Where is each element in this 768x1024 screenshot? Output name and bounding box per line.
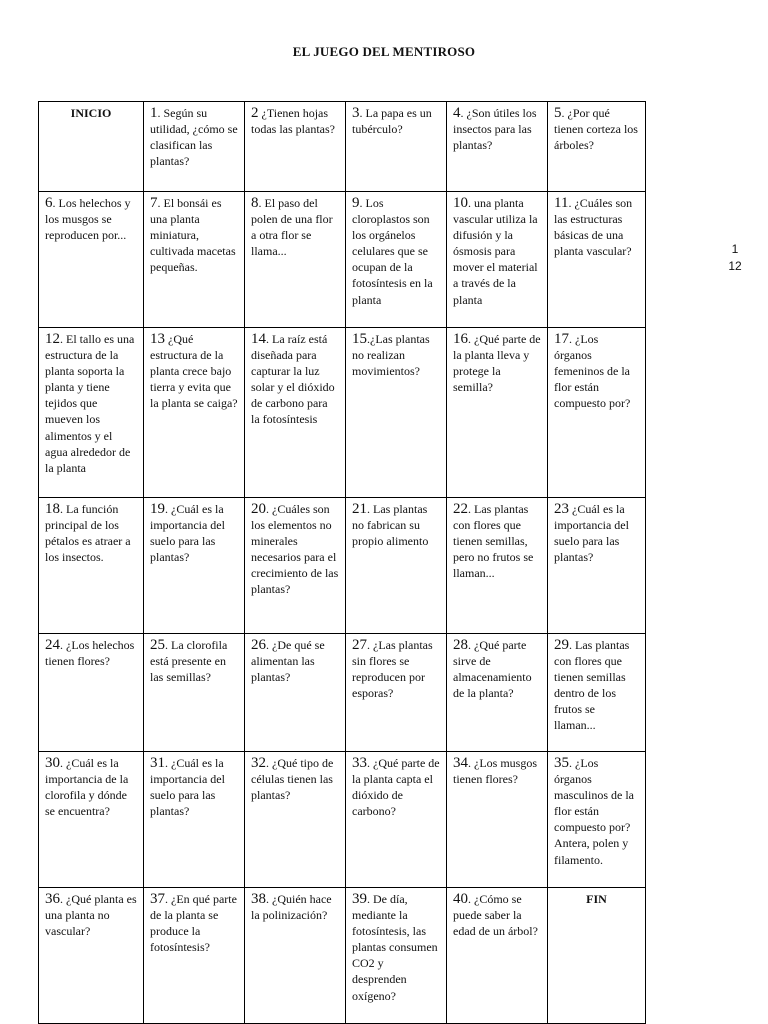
board-cell	[447, 328, 548, 498]
cell-number: 28	[453, 637, 468, 653]
board-row	[39, 498, 646, 634]
cell-number: 21	[352, 501, 367, 517]
board-cell	[447, 752, 548, 888]
cell-number: 26	[251, 637, 266, 653]
board-cell	[39, 498, 144, 634]
board-cell	[245, 888, 346, 1024]
cell-number: 14	[251, 331, 266, 347]
cell-number: 39	[352, 891, 367, 907]
cell-text: .¿Las plantas no realizan movimientos?	[352, 332, 430, 379]
cell-text: . ¿Cuáles son los elementos no minerales necesarios para el crecimiento de las plantas?	[251, 502, 339, 597]
board-cell	[548, 192, 646, 328]
board-row	[39, 752, 646, 888]
board-cell	[245, 102, 346, 192]
cell-text: . Las plantas con flores que tienen semillas, pero no frutos se llaman...	[453, 502, 534, 581]
board-cell	[346, 328, 447, 498]
cell-text: ¿Qué estructura de la planta crece bajo tierra y evita que la planta se caiga?	[150, 332, 238, 411]
cell-number: 22	[453, 501, 468, 517]
board-cell	[447, 634, 548, 752]
board-cell	[245, 634, 346, 752]
cell-number: 37	[150, 891, 165, 907]
board-cell	[346, 634, 447, 752]
board-cell	[346, 888, 447, 1024]
board-row	[39, 888, 646, 1024]
board-row	[39, 192, 646, 328]
cell-text: . ¿Son útiles los insectos para las plantas?	[453, 106, 537, 153]
cell-text: . ¿Los órganos masculinos de la flor están compuesto por? Antera, polen y filamento.	[554, 756, 634, 867]
cell-text: . ¿De qué se alimentan las plantas?	[251, 638, 325, 685]
cell-text: . El paso del polen de una flor a otra flor se llama...	[251, 196, 333, 259]
board-cell	[39, 328, 144, 498]
cell-text: . Según su utilidad, ¿cómo se clasifican las plantas?	[150, 106, 238, 169]
document-title: EL JUEGO DEL MENTIROSO	[292, 44, 476, 59]
board-cell	[39, 752, 144, 888]
board-cell	[144, 102, 245, 192]
board-cell	[39, 888, 144, 1024]
board-cell	[346, 192, 447, 328]
cell-number: 38	[251, 891, 266, 907]
cell-text: . una planta vascular utiliza la difusión y la ósmosis para mover el material a través de la planta	[453, 196, 538, 307]
board-cell	[447, 102, 548, 192]
cell-text: . ¿Por qué tienen corteza los árboles?	[554, 106, 638, 153]
cell-number: 19	[150, 501, 165, 517]
board-cell	[346, 498, 447, 634]
cell-number: 5	[554, 105, 562, 121]
board-cell	[144, 328, 245, 498]
cell-number: 18	[45, 501, 60, 517]
cell-text: . ¿Cuáles son las estructuras básicas de una planta vascular?	[554, 196, 633, 259]
cell-number: 10	[453, 195, 468, 211]
cell-number: 25	[150, 637, 165, 653]
cell-number: 12	[45, 331, 60, 347]
cell-number: 11	[554, 195, 569, 211]
page-number-current: 1	[731, 242, 739, 256]
cell-number: 23	[554, 501, 569, 517]
cell-text: . ¿Qué parte sirve de almacenamiento de la planta?	[453, 638, 532, 701]
cell-number: 30	[45, 755, 60, 771]
cell-text: . De día, mediante la fotosíntesis, las plantas consumen CO2 y desprenden oxígeno?	[352, 892, 438, 1003]
cell-text: . La función principal de los pétalos es atraer a los insectos.	[45, 502, 131, 565]
page-number	[722, 241, 748, 275]
board-cell	[245, 752, 346, 888]
board-row	[39, 634, 646, 752]
cell-number: 2	[251, 105, 259, 121]
board-cell	[346, 752, 447, 888]
board-cell	[548, 102, 646, 192]
board-cell	[39, 634, 144, 752]
cell-text: . Las plantas con flores que tienen semillas dentro de los frutos se llaman...	[554, 638, 630, 733]
board-cell	[548, 498, 646, 634]
board-cell	[548, 634, 646, 752]
board-row	[39, 102, 646, 192]
cell-text: . ¿Quién hace la polinización?	[251, 892, 332, 923]
cell-number: 17	[554, 331, 569, 347]
cell-text: . ¿Qué planta es una planta no vascular?	[45, 892, 137, 939]
end-cell: FIN	[548, 888, 646, 1024]
cell-text: . Las plantas no fabrican su propio alimento	[352, 502, 429, 549]
cell-number: 32	[251, 755, 266, 771]
board-cell	[548, 752, 646, 888]
cell-text: . ¿Qué tipo de células tienen las plantas?	[251, 756, 334, 803]
cell-text: . ¿Cuál es la importancia del suelo para las plantas?	[150, 756, 225, 819]
board-cell	[144, 192, 245, 328]
cell-number: 4	[453, 105, 461, 121]
board-row	[39, 328, 646, 498]
cell-text: . ¿Los órganos femeninos de la flor están compuesto por?	[554, 332, 631, 411]
board-cell	[245, 328, 346, 498]
cell-text: . ¿Los musgos tienen flores?	[453, 756, 537, 787]
cell-number: 36	[45, 891, 60, 907]
cell-text: . ¿Qué parte de la planta capta el dióxido de carbono?	[352, 756, 440, 819]
board-cell	[346, 102, 447, 192]
board-cell	[144, 634, 245, 752]
cell-number: 15	[352, 331, 367, 347]
cell-number: 20	[251, 501, 266, 517]
cell-number: 34	[453, 755, 468, 771]
cell-text: ¿Cuál es la importancia del suelo para las plantas?	[554, 502, 629, 565]
cell-number: 13	[150, 331, 165, 347]
board-cell	[39, 192, 144, 328]
cell-number: 16	[453, 331, 468, 347]
cell-number: 6	[45, 195, 53, 211]
board-cell	[548, 328, 646, 498]
cell-number: 1	[150, 105, 158, 121]
cell-number: 27	[352, 637, 367, 653]
game-board	[38, 101, 646, 1024]
cell-number: 9	[352, 195, 360, 211]
page-number-total: 12	[728, 259, 742, 273]
cell-text: . La papa es un tubérculo?	[352, 106, 432, 137]
board-cell	[447, 192, 548, 328]
board-cell	[447, 888, 548, 1024]
cell-text: . ¿Las plantas sin flores se reproducen por esporas?	[352, 638, 433, 701]
cell-text: . Los helechos y los musgos se reproducen por...	[45, 196, 131, 243]
board-cell	[245, 192, 346, 328]
cell-number: 35	[554, 755, 569, 771]
board-cell	[144, 752, 245, 888]
cell-text: . ¿Los helechos tienen flores?	[45, 638, 135, 669]
start-cell: INICIO	[39, 102, 144, 192]
cell-number: 24	[45, 637, 60, 653]
board-cell	[447, 498, 548, 634]
cell-text: ¿Tienen hojas todas las plantas?	[251, 106, 335, 137]
cell-text: . ¿Cuál es la importancia de la clorofila y dónde se encuentra?	[45, 756, 129, 819]
board-cell	[245, 498, 346, 634]
cell-number: 3	[352, 105, 360, 121]
cell-text: . Los cloroplastos son los orgánelos celulares que se ocupan de la fotosíntesis en la planta	[352, 196, 433, 307]
cell-text: . El tallo es una estructura de la planta soporta la planta y tiene tejidos que mueven los alimentos y el agua alrededor de la planta	[45, 332, 135, 475]
cell-number: 29	[554, 637, 569, 653]
cell-number: 8	[251, 195, 259, 211]
cell-number: 33	[352, 755, 367, 771]
cell-text: . ¿Cuál es la importancia del suelo para las plantas?	[150, 502, 225, 565]
cell-number: 40	[453, 891, 468, 907]
cell-text: . ¿En qué parte de la planta se produce la fotosíntesis?	[150, 892, 237, 955]
cell-text: . La raíz está diseñada para capturar la luz solar y el dióxido de carbono para la fotosíntesis	[251, 332, 335, 427]
board-cell	[144, 498, 245, 634]
cell-text: . La clorofila está presente en las semillas?	[150, 638, 228, 685]
board-cell	[144, 888, 245, 1024]
cell-text: . El bonsái es una planta miniatura, cultivada macetas pequeñas.	[150, 196, 236, 275]
cell-number: 7	[150, 195, 158, 211]
cell-text: . ¿Cómo se puede saber la edad de un árbol?	[453, 892, 538, 939]
cell-number: 31	[150, 755, 165, 771]
cell-text: . ¿Qué parte de la planta lleva y protege la semilla?	[453, 332, 541, 395]
